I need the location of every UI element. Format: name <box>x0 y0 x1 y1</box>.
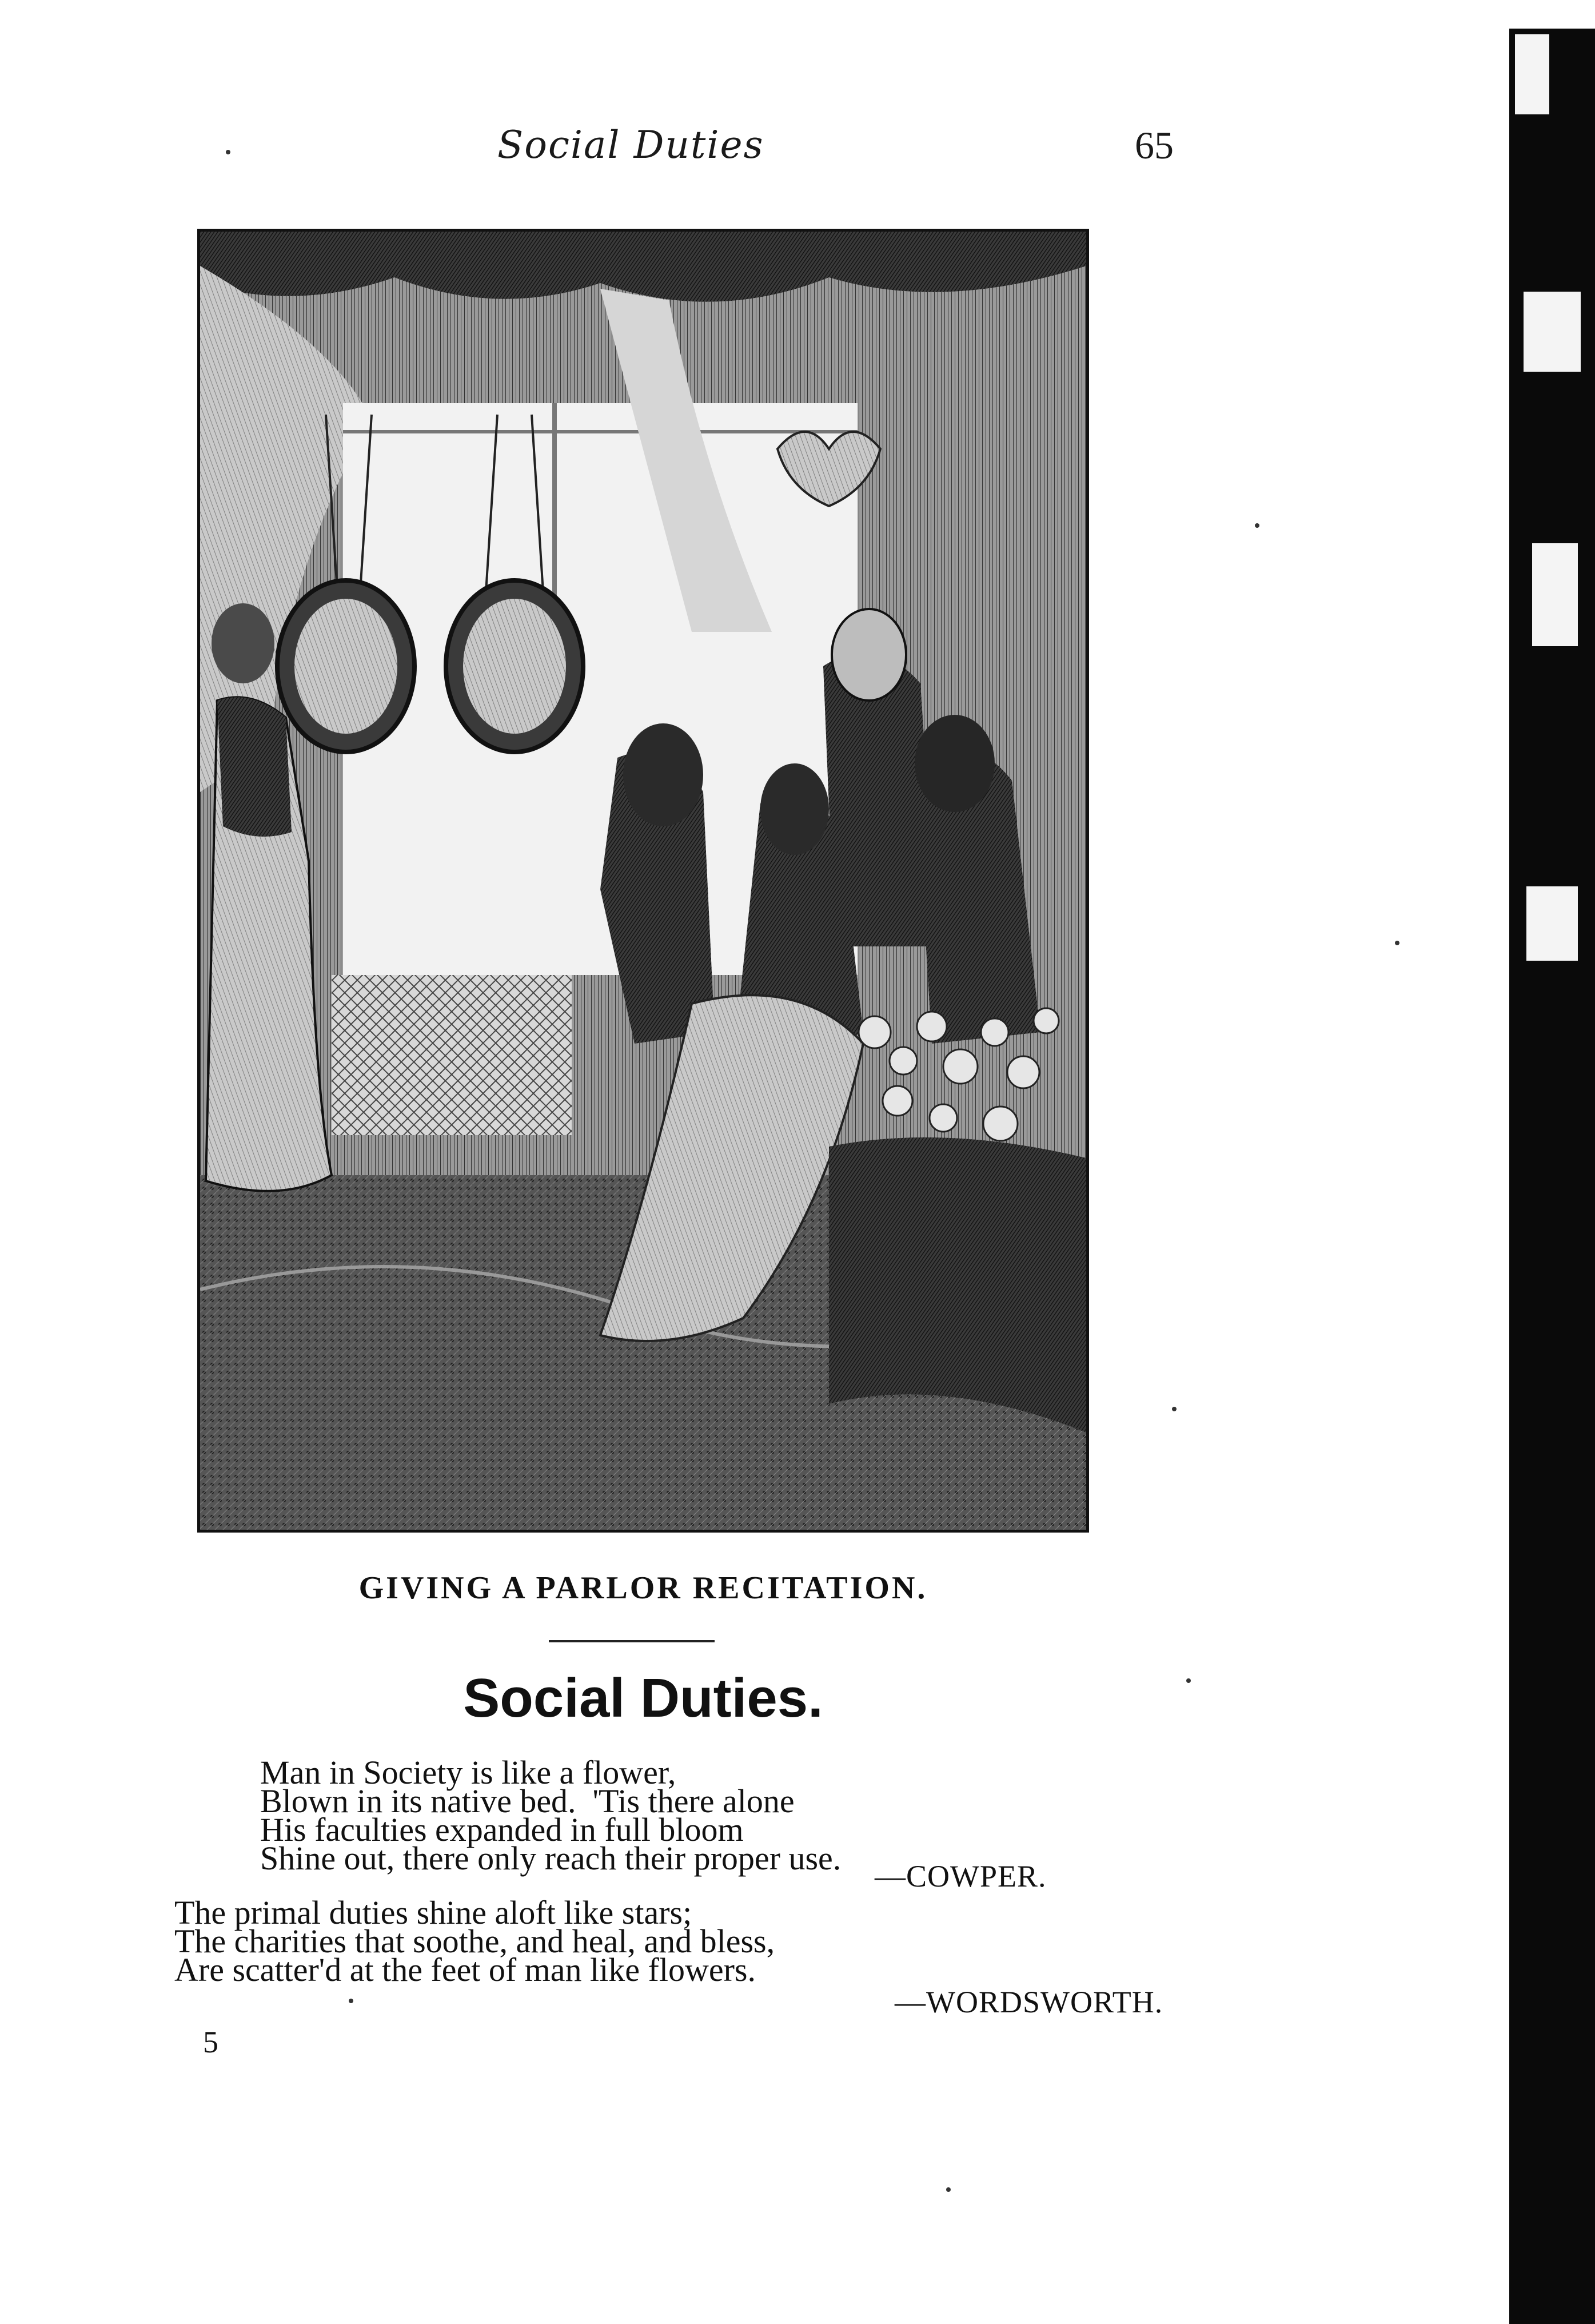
wordsworth-attribution: —WORDSWORTH. <box>895 1985 1163 2019</box>
poem-line: Are scatter'd at the feet of man like flowers. <box>174 1951 756 1988</box>
dust-speck <box>1255 523 1259 528</box>
poem-line: Blown in its native bed. 'Tis there alone <box>260 1782 795 1820</box>
scan-notch <box>1526 886 1578 961</box>
poem-line: Shine out, there only reach their proper use. <box>260 1840 842 1877</box>
scan-notch <box>1515 34 1549 114</box>
page-number: 65 <box>1135 124 1174 167</box>
parlor-recitation-engraving <box>197 229 1089 1533</box>
dust-speck <box>349 1999 353 2003</box>
section-heading: Social Duties. <box>463 1668 823 1729</box>
dust-speck <box>1186 1678 1191 1683</box>
poem-line: Man in Society is like a flower, <box>260 1754 676 1791</box>
dust-speck <box>226 150 230 154</box>
dust-speck <box>1395 941 1399 945</box>
wordsworth-stanza <box>174 1894 775 1988</box>
poem-line: The primal duties shine aloft like stars; <box>174 1894 692 1931</box>
poem-line: The charities that soothe, and heal, and bless, <box>174 1923 775 1960</box>
poem-line: His faculties expanded in full bloom <box>260 1811 744 1848</box>
cowper-stanza <box>260 1754 842 1877</box>
scan-notch <box>1532 543 1578 646</box>
illustration-caption: GIVING A PARLOR RECITATION. <box>358 1570 928 1606</box>
running-header-title: Social Duties <box>497 123 764 167</box>
cowper-attribution: —COWPER. <box>875 1859 1047 1893</box>
dust-speck <box>1172 1407 1177 1411</box>
scan-edge-bar <box>1509 29 1595 2324</box>
signature-mark: 5 <box>203 2025 218 2059</box>
section-divider-rule <box>549 1640 715 1642</box>
dust-speck <box>946 2187 951 2192</box>
scan-notch <box>1524 292 1581 372</box>
